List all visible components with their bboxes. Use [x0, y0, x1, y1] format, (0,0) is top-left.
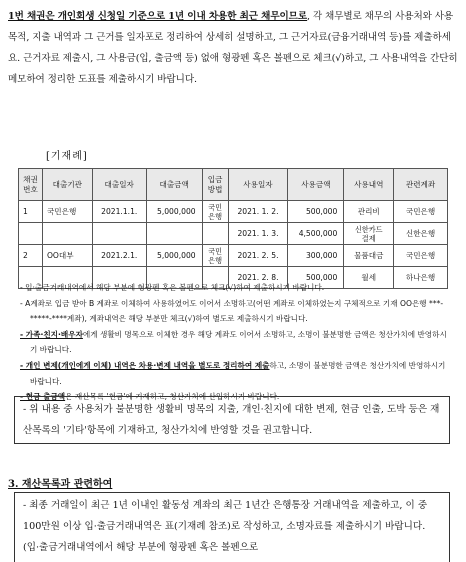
table-cell: 2	[19, 245, 43, 267]
table-cell: 신한은행	[394, 223, 448, 245]
table-cell: 1	[19, 201, 43, 223]
table-row	[19, 223, 448, 245]
notes-list	[20, 280, 450, 405]
table-cell	[19, 223, 43, 245]
table-cell: 2021. 2. 8.	[228, 267, 288, 289]
table-header-cell: 사용일자	[228, 169, 288, 201]
table-cell: 2021.2.1.	[92, 245, 146, 267]
table-header-cell: 채권 번호	[19, 169, 43, 201]
table-cell: 국민 은행	[202, 245, 228, 267]
table-row	[19, 201, 448, 223]
table-cell: OO대부	[42, 245, 92, 267]
table-cell: 2021.1.1.	[92, 201, 146, 223]
section3-title: 3. 재산목록과 관련하여	[8, 479, 113, 490]
table-cell: 500,000	[288, 267, 344, 289]
note-text: 하고, 소명이 불분명한 금액은 청산가치에 반영하시기 바랍니다.	[30, 360, 446, 386]
table-cell: 국민 은행	[202, 201, 228, 223]
recommendation-box: - 위 내용 중 사용처가 불분명한 생활비 명목의 지출, 개인·친지에 대한 변제, 현금 인출, 도박 등은 재산목록의 '기타'항목에 기재하고, 청산가치에 반영할 것을 권고합니다.	[14, 396, 450, 444]
table-cell: 국민은행	[394, 245, 448, 267]
table-cell: 국민은행	[42, 201, 92, 223]
table-cell: 하나은행	[394, 267, 448, 289]
note-item	[20, 327, 450, 358]
table-cell: 500,000	[288, 201, 344, 223]
table-cell	[92, 223, 146, 245]
table-cell: 신한카드 결제	[344, 223, 394, 245]
note-item	[20, 280, 450, 296]
table-header-cell: 관련계좌	[394, 169, 448, 201]
intro-rest: , 각 채무별로 채무의 사용처와 사용목적, 지출 내역과 그 근거를 일자포로 정리하여 상세히 설명하고, 그 근거자료(금융거래내역 등)를 제출하세요. 근거자료 제출시, 그 사용금(입, 출금액 등) 없애 형광펜 혹은 볼펜으로 체크(√)하고, 그 사용내역을 간단히 메모하여 정리한 도표를 제출하시기 바랍니다.	[8, 11, 458, 85]
table-cell	[42, 223, 92, 245]
table-cell: 관리비	[344, 201, 394, 223]
table-header-cell: 대출기관	[42, 169, 92, 201]
table-row	[19, 245, 448, 267]
table-cell: 5,000,000	[146, 201, 202, 223]
intro-lead: 1번 채권은 개인회생 신청일 기준으로 1년 이내 차용한 최근 채무이므로	[8, 11, 308, 22]
table-cell: 월세	[344, 267, 394, 289]
note-item	[20, 296, 450, 327]
intro-paragraph	[8, 6, 458, 90]
note-text: 은 재산목록 '현금'에 기재하고, 청산가치에 산입하시기 바랍니다.	[65, 392, 280, 402]
table-cell: 300,000	[288, 245, 344, 267]
table-cell	[202, 223, 228, 245]
note-text: - 입·출금거래내역에서 해당 부분에 형광펜 혹은 볼펜으로 체크(√)하여 제출하시기 바랍니다.	[20, 283, 325, 292]
table-body	[19, 201, 448, 289]
note-text: 에게 생활비 명목으로 이체한 경우 해당 계좌도 이어서 소명하고, 소명이 불분명한 금액은 청산가치에 반영하시기 바랍니다.	[30, 329, 447, 355]
table-cell: 5,000,000	[146, 245, 202, 267]
table-cell: 2021. 2. 5.	[228, 245, 288, 267]
note-emphasis: - 개인 변제(개인에게 이체) 내역은 차용·변제 내역을 별도로 정리하여 제출	[20, 360, 270, 370]
note-text: - A계좌로 입금 받아 B 계좌로 이체하여 사용하였어도 이어서 소명하고(어떤 계좌로 이체하였는지 구체적으로 기재 OO은행 ***-*****-****계좌), 계좌내역은 해당 부분만 체크(√)하여 별도로 제출하시기 바랍니다.	[20, 298, 444, 324]
table-cell	[146, 223, 202, 245]
note-item	[20, 358, 450, 389]
section3-body: - 최종 거래일이 최근 1년 이내인 활동성 계좌의 최근 1년간 은행통장 거래내역을 제출하고, 이 중 100만원 이상 입·출금거래내역은 표(기재례 참조)로 작성하고, 소명자료를 제출하시기 바랍니다. (입·출금거래내역에서 해당 부분에 형광펜 혹은 볼펜으로	[14, 492, 450, 562]
example-label: [기재례]	[46, 151, 88, 162]
table-cell: 2021. 1. 3.	[228, 223, 288, 245]
table-header-cell: 사용금액	[288, 169, 344, 201]
table-header-row	[19, 169, 448, 201]
table-cell: 물품대금	[344, 245, 394, 267]
table-header-cell: 사용내역	[344, 169, 394, 201]
note-emphasis: - 현금 출금액	[20, 392, 66, 402]
table-cell: 국민은행	[394, 201, 448, 223]
loan-usage-table	[18, 168, 448, 289]
note-emphasis: - 가족·친지·배우자	[20, 329, 83, 339]
table-header-cell: 대출금액	[146, 169, 202, 201]
table-header-cell: 입금 방법	[202, 169, 228, 201]
table-cell: 2021. 1. 2.	[228, 201, 288, 223]
table-header-cell: 대출일자	[92, 169, 146, 201]
table-cell: 4,500,000	[288, 223, 344, 245]
